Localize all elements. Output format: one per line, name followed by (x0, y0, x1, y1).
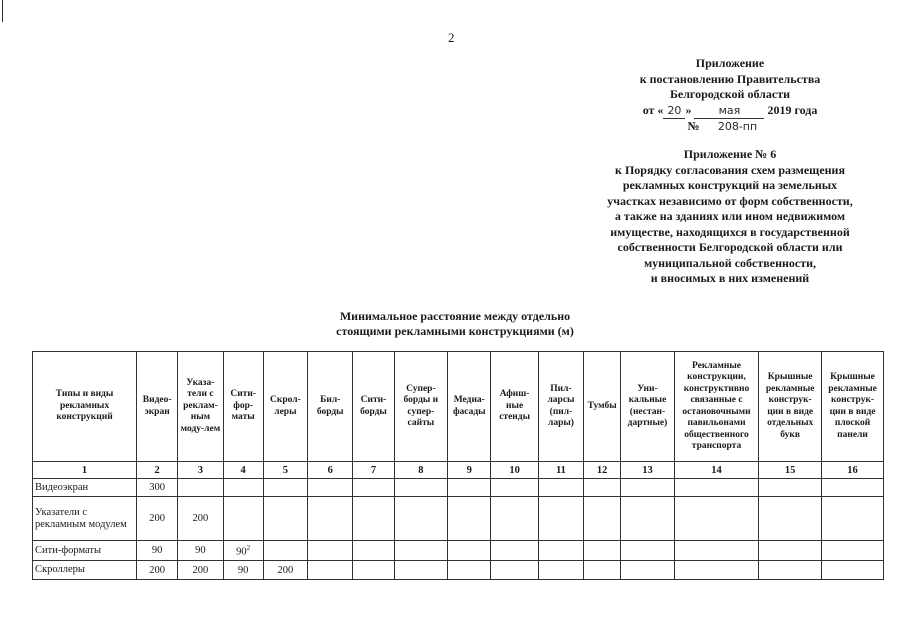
column-number: 6 (308, 462, 353, 479)
column-number: 14 (674, 462, 758, 479)
cell-value: 90 (236, 546, 247, 558)
table-row (33, 479, 884, 497)
date-year: 2019 года (767, 102, 818, 117)
column-number: 7 (353, 462, 394, 479)
table-cell (759, 479, 822, 497)
column-header: Типы и виды рекламных конструкций (33, 352, 137, 462)
table-cell (759, 541, 822, 561)
table-cell (263, 541, 307, 561)
column-number: 3 (178, 462, 223, 479)
date-month: мая (694, 103, 764, 120)
row-label: Видеоэкран (33, 479, 137, 497)
appendix-line-2: Белгородской области (669, 87, 791, 101)
appendix-number (575, 119, 885, 135)
table-cell (822, 561, 884, 580)
column-number: 8 (394, 462, 448, 479)
table-cell: 200 (263, 561, 307, 580)
table-cell (394, 561, 448, 580)
table-cell (394, 541, 448, 561)
table-cell (394, 497, 448, 541)
table-cell (759, 561, 822, 580)
appendix-line-1: к постановлению Правительства (639, 71, 821, 86)
table-cell (584, 479, 621, 497)
table-cell (584, 561, 621, 580)
table-cell (621, 541, 675, 561)
table-cell (822, 541, 884, 561)
table-cell (263, 479, 307, 497)
table-cell: 90 (178, 541, 223, 561)
column-header: Супер-борды и супер-сайты (394, 352, 448, 462)
column-header: Тумбы (584, 352, 621, 462)
table-cell (621, 479, 675, 497)
table-cell: 200 (137, 497, 178, 541)
table-cell (448, 479, 491, 497)
column-number: 9 (448, 462, 491, 479)
table-cell: 200 (178, 497, 223, 541)
table-cell (353, 479, 394, 497)
column-number: 16 (822, 462, 884, 479)
table-cell (491, 497, 538, 541)
table-cell (308, 479, 353, 497)
table-cell: 200 (137, 561, 178, 580)
column-header: Бил-борды (308, 352, 353, 462)
table-cell (674, 541, 758, 561)
table-cell (448, 541, 491, 561)
table-cell (394, 479, 448, 497)
column-number: 4 (223, 462, 263, 479)
table-cell (491, 561, 538, 580)
table-cell (223, 479, 263, 497)
table-row (33, 561, 884, 580)
column-number: 5 (263, 462, 307, 479)
appendix-order-line: муниципальной собственности, (643, 255, 817, 270)
table-cell (491, 541, 538, 561)
table-cell: 90 (223, 561, 263, 580)
appendix-header (575, 56, 885, 135)
table-cell (223, 497, 263, 541)
appendix-order-line: собственности Белгородской области или (617, 240, 843, 254)
column-header: Рекламные конструкции, конструктивно связанные с остановочными павильонами общественного транспорта (674, 352, 758, 462)
page-number: 2 (448, 30, 455, 45)
appendix-order-line: к Порядку согласования схем размещения (615, 162, 845, 177)
table-cell (448, 561, 491, 580)
footnote-mark: 2 (246, 543, 251, 552)
table-cell (448, 497, 491, 541)
document-title-line-1: Минимальное расстояние между отдельно (339, 309, 571, 323)
page-edge-mark (2, 0, 3, 22)
table-cell (621, 497, 675, 541)
table-cell (822, 497, 884, 541)
column-header: Медиа-фасады (448, 352, 491, 462)
date-prefix: от « (642, 102, 664, 117)
appendix-title: Приложение (695, 56, 765, 70)
column-number: 10 (491, 462, 538, 479)
appendix-order-title: Приложение № 6 (683, 147, 777, 161)
appendix-order-line: имуществе, находящихся в государственной (610, 224, 850, 239)
table-cell (223, 541, 263, 561)
date-day: 20 (663, 103, 685, 120)
column-header: Видео-экран (137, 352, 178, 462)
row-label: Сити-форматы (33, 541, 137, 561)
column-header: Крышные рекламные конструк-ции в виде плоской панели (822, 352, 884, 462)
row-label: Указатели с рекламным модулем (33, 497, 137, 541)
column-header: Сити-фор-маты (223, 352, 263, 462)
column-header: Сити-борды (353, 352, 394, 462)
table-cell (308, 497, 353, 541)
column-number: 15 (759, 462, 822, 479)
appendix-order-line: участках независимо от форм собственности, (607, 193, 853, 208)
column-number-row (33, 462, 884, 479)
column-header: Скрол-леры (263, 352, 307, 462)
appendix-order-line: а также на зданиях или ином недвижимом (614, 209, 846, 223)
column-header: Уни-кальные (нестан-дартные) (621, 352, 675, 462)
distance-table (32, 351, 884, 580)
table-cell (538, 497, 583, 541)
table-cell: 300 (137, 479, 178, 497)
table-cell (538, 561, 583, 580)
table-cell (178, 479, 223, 497)
appendix-order-block (575, 147, 885, 287)
column-header: Крышные рекламные конструк-ции в виде отдельных букв (759, 352, 822, 462)
header-row (33, 352, 884, 462)
table-row (33, 497, 884, 541)
column-number: 12 (584, 462, 621, 479)
table-cell (308, 541, 353, 561)
table-cell (584, 541, 621, 561)
table-row (33, 541, 884, 561)
column-number: 13 (621, 462, 675, 479)
row-label: Скроллеры (33, 561, 137, 580)
appendix-order-line: рекламных конструкций на земельных (622, 178, 838, 192)
table-cell (759, 497, 822, 541)
table-cell (353, 541, 394, 561)
column-header: Пил-ларсы (пил-лары) (538, 352, 583, 462)
date-mid: » (685, 102, 692, 117)
appendix-date (575, 103, 885, 120)
table-cell (538, 479, 583, 497)
table-cell (353, 561, 394, 580)
document-title-line-2: стоящими рекламными конструкциями (м) (336, 324, 574, 338)
table-cell (308, 561, 353, 580)
table-cell (263, 497, 307, 541)
table-cell: 90 (137, 541, 178, 561)
table-cell (538, 541, 583, 561)
appendix-order-line: и вносимых в них изменений (650, 271, 810, 285)
table-cell (584, 497, 621, 541)
column-number: 2 (137, 462, 178, 479)
table-cell (674, 497, 758, 541)
column-header: Указа-тели с реклам-ным моду-лем (178, 352, 223, 462)
table-cell: 200 (178, 561, 223, 580)
column-number: 1 (33, 462, 137, 479)
column-number: 11 (538, 462, 583, 479)
table-cell (353, 497, 394, 541)
number-value: 208-пп (717, 120, 758, 133)
column-header: Афиш-ные стенды (491, 352, 538, 462)
table-cell (491, 479, 538, 497)
table-cell (674, 561, 758, 580)
table-cell (822, 479, 884, 497)
number-prefix: № (687, 119, 700, 133)
table-cell (674, 479, 758, 497)
table-cell (621, 561, 675, 580)
document-title (250, 309, 660, 339)
